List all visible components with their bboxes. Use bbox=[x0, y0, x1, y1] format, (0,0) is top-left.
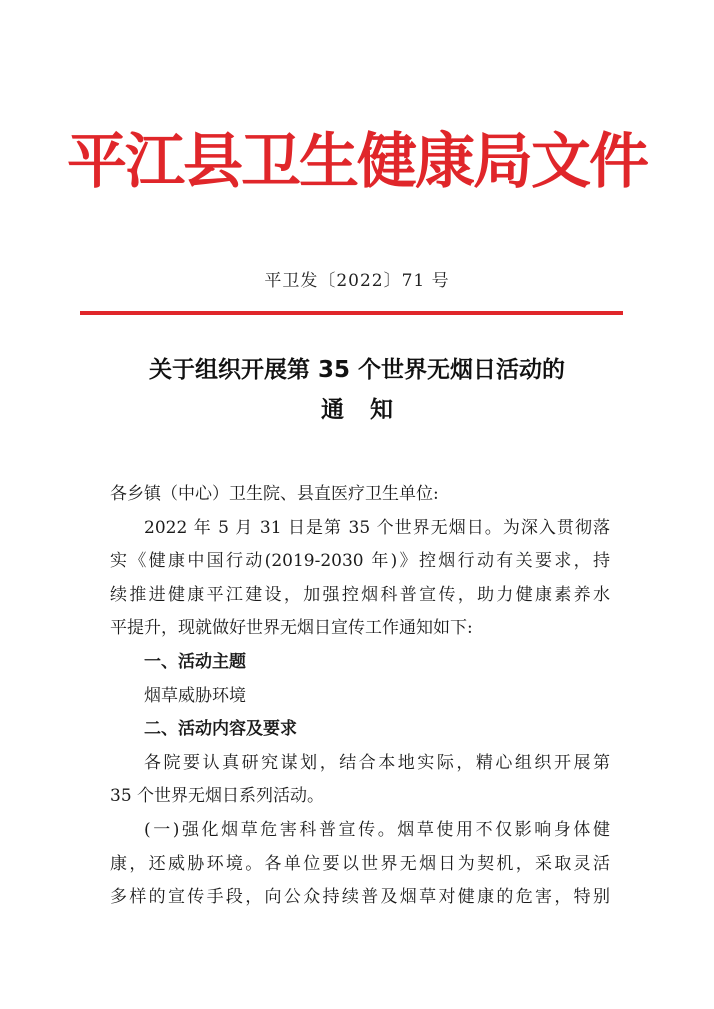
section-text: 烟草威胁环境 bbox=[144, 685, 246, 706]
notice-title-line2: 通知 bbox=[321, 397, 419, 423]
red-separator-line bbox=[80, 311, 623, 315]
item-paragraph-line: (一)强化烟草危害科普宣传。烟草使用不仅影响身体健 bbox=[144, 819, 610, 840]
section-paragraph-line: 各院要认真研究谋划，结合本地实际，精心组织开展第 bbox=[144, 752, 610, 773]
intro-paragraph-line: 实《健康中国行动(2019-2030 年)》控烟行动有关要求，持 bbox=[110, 551, 610, 572]
intro-paragraph-line: 续推进健康平江建设，加强控烟科普宣传，助力健康素养水 bbox=[110, 584, 610, 605]
item-paragraph-line: 多样的宣传手段，向公众持续普及烟草对健康的危害，特别 bbox=[110, 887, 610, 908]
notice-body bbox=[110, 478, 610, 915]
issuing-authority-header: 平江县卫生健康局文件 bbox=[67, 127, 647, 197]
item-paragraph-line: 康，还威胁环境。各单位要以世界无烟日为契机，采取灵活 bbox=[110, 853, 610, 874]
intro-paragraph-line: 平提升，现就做好世界无烟日宣传工作通知如下: bbox=[110, 618, 473, 639]
section-heading: 一、活动主题 bbox=[144, 651, 246, 672]
section-heading: 二、活动内容及要求 bbox=[144, 719, 297, 740]
notice-title bbox=[0, 350, 714, 430]
document-number: 平卫发〔2022〕71 号 bbox=[264, 271, 450, 291]
notice-title-line1: 关于组织开展第 35 个世界无烟日活动的 bbox=[148, 357, 566, 383]
salutation: 各乡镇（中心）卫生院、县直医疗卫生单位: bbox=[110, 484, 439, 504]
section-paragraph-line: 35 个世界无烟日系列活动。 bbox=[110, 786, 325, 807]
intro-paragraph-line: 2022 年 5 月 31 日是第 35 个世界无烟日。为深入贯彻落 bbox=[144, 517, 610, 538]
